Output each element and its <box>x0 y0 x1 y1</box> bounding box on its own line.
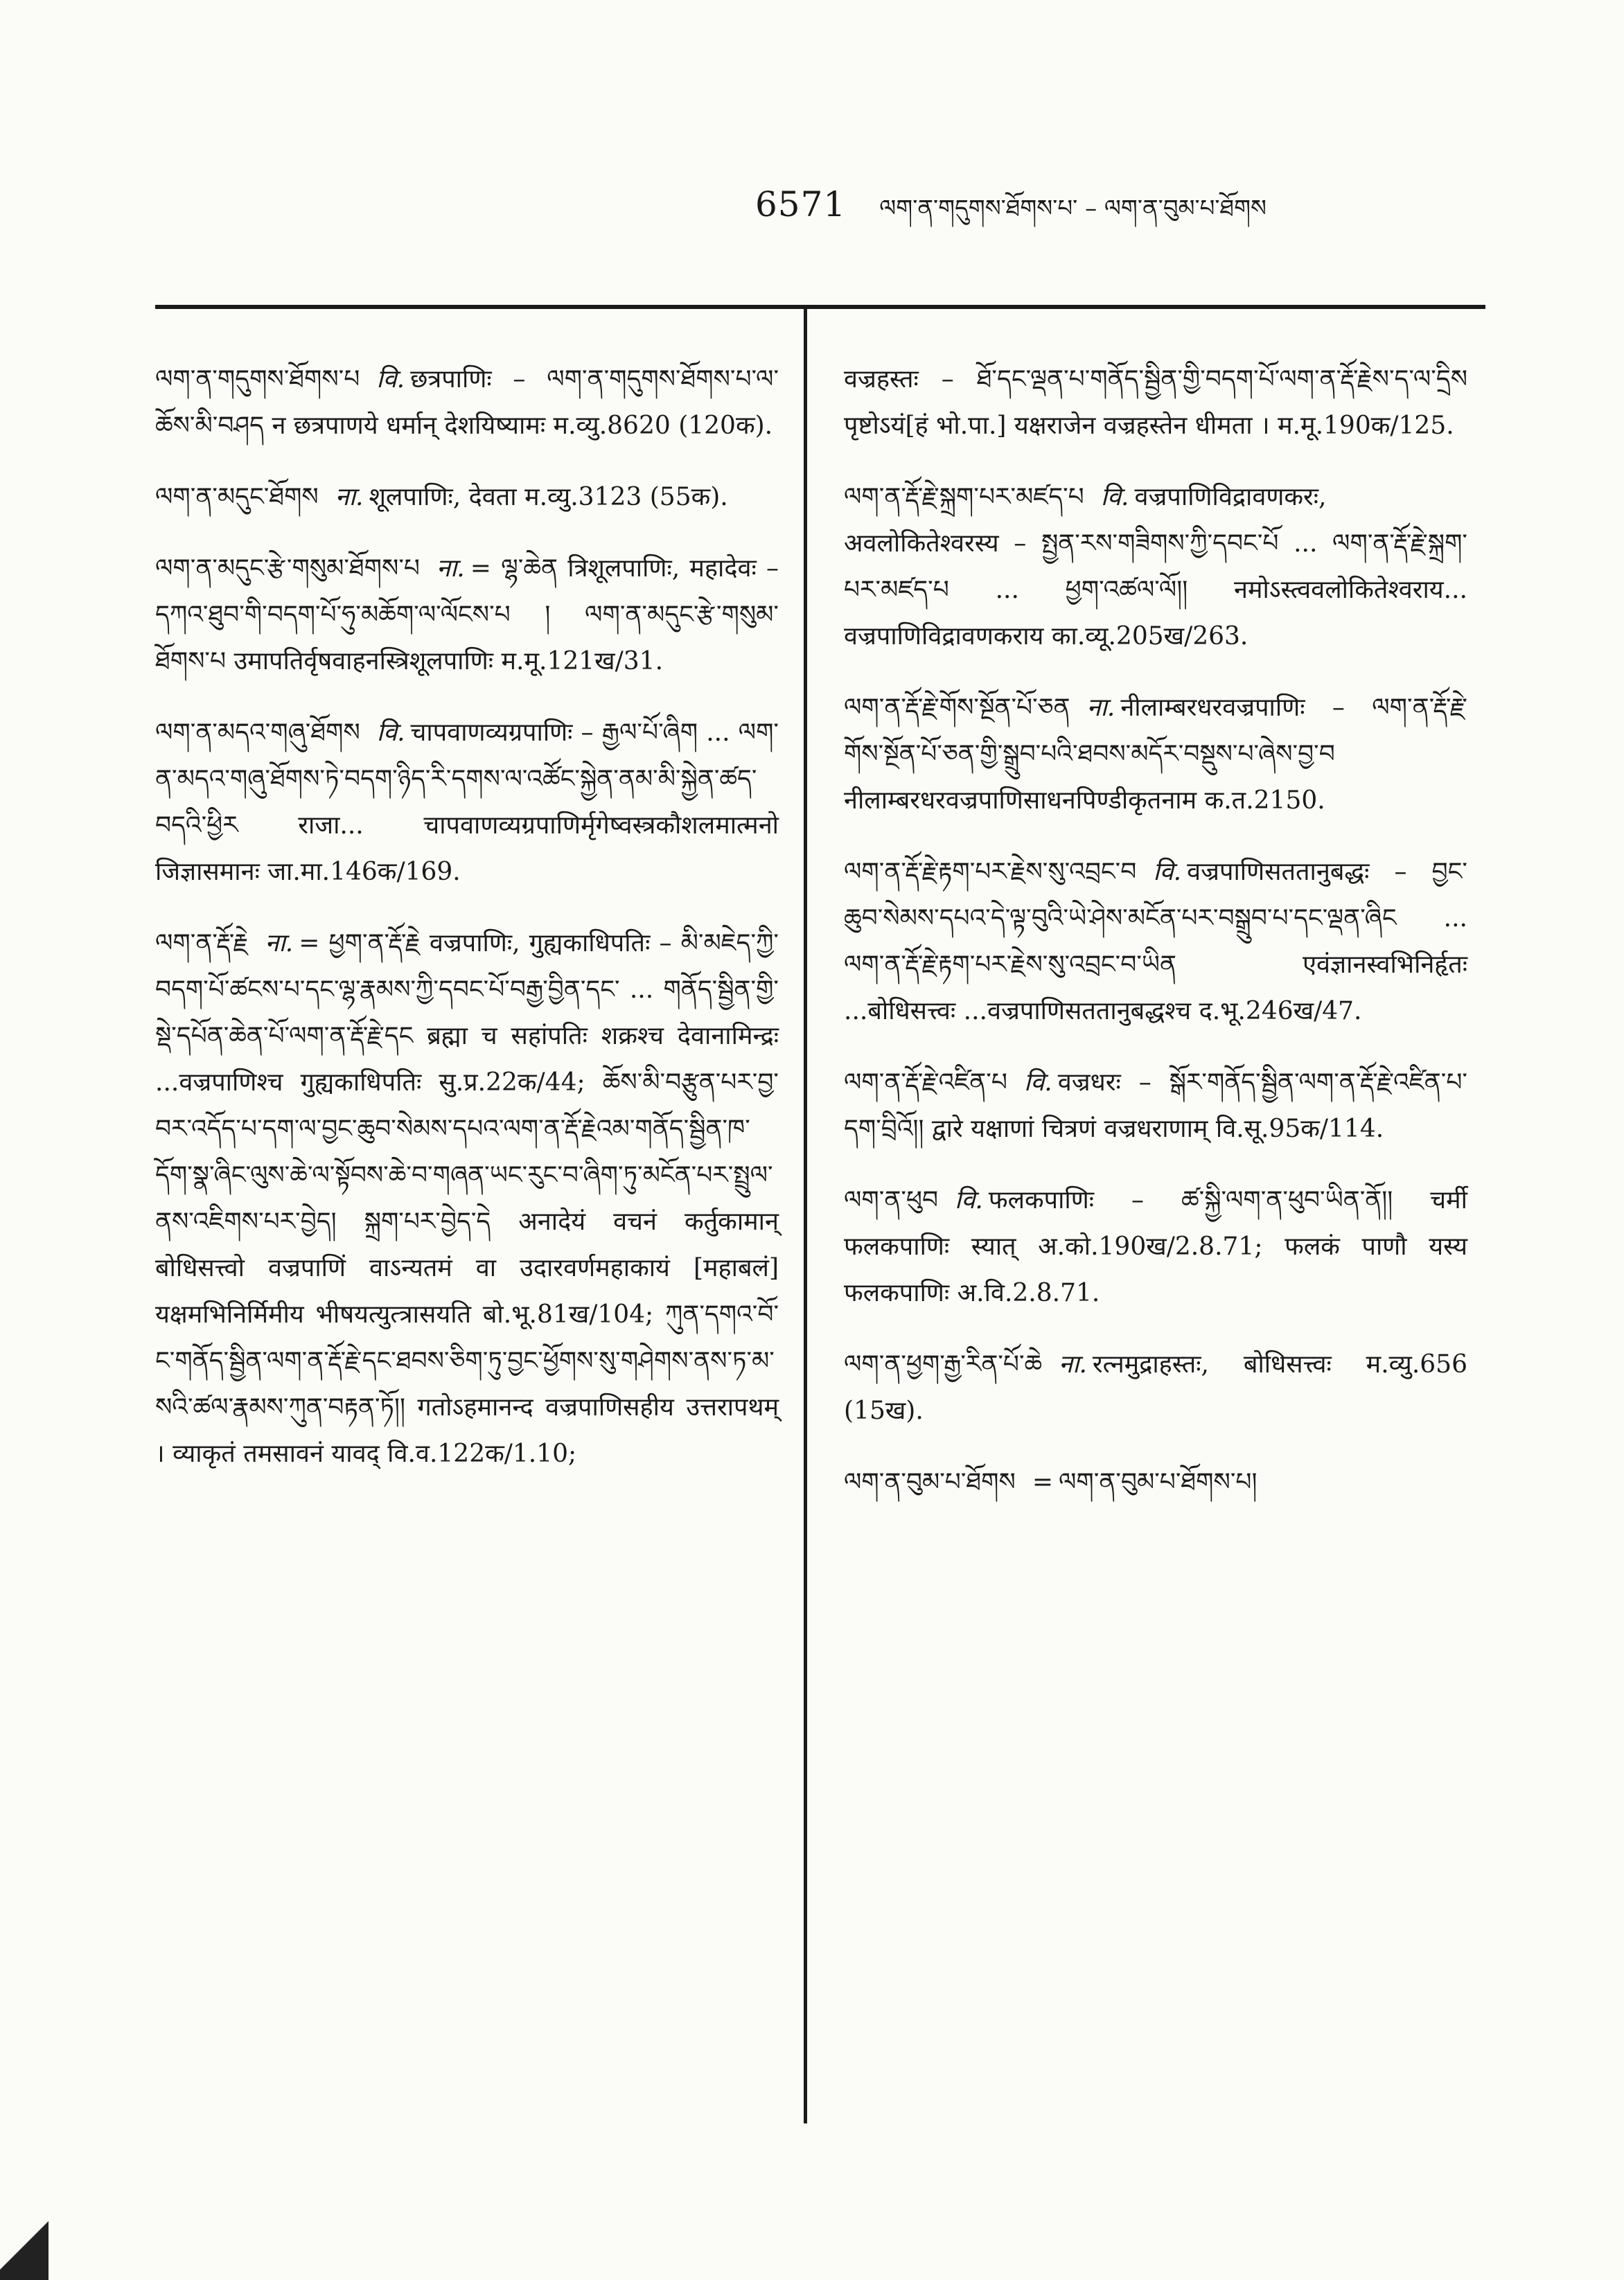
column-divider <box>804 305 807 2123</box>
dictionary-entry <box>844 474 1467 660</box>
right-column <box>844 331 1467 1525</box>
dictionary-entry <box>155 709 779 895</box>
dictionary-entry-continuation <box>844 356 1467 449</box>
grammar-label: ना. <box>436 554 465 583</box>
page-number: 6571 <box>755 184 847 224</box>
entry-headword: ལག་ན་ཕུབ <box>844 1186 939 1214</box>
dictionary-entry <box>844 1459 1467 1505</box>
dictionary-entry <box>155 545 779 684</box>
entry-headword: ལག་ན་རྡོ་རྗེ་རྟག་པར་རྗེས་སུ་འབྲང་བ <box>844 858 1137 886</box>
grammar-label: ना. <box>265 929 294 957</box>
entry-text: वज्रधरः – སྒོར་གནོད་སྦྱིན་ལག་ན་རྡོ་རྗེ་འཛིན་པ་དག་བྲིའོ།། द्वारे यक्षाणां चित्रणं वज्रधराणाम् वि.सू.95क/114. <box>844 1068 1467 1143</box>
left-column <box>155 331 779 1496</box>
dictionary-entry <box>844 684 1467 824</box>
grammar-label: वि. <box>955 1186 983 1214</box>
entry-text: ལག་ན་བུམ་པ་ཐོགས་པ། <box>1059 1468 1257 1496</box>
entry-headword: ལག་ན་ཕྱག་རྒྱ་རིན་པོ་ཆེ <box>844 1350 1043 1379</box>
entry-text: वज्रपाणिविद्रावणकरः, अवलोकितेश्वरस्य – སྤྱན་རས་གཟིགས་ཀྱི་དབང་པོ ... ལག་ན་རྡོ་རྗེ་སྐྲག་པར་མཛད་པ ... ཕྱག་འཚལ་ལོ།། नमोऽस्त्ववलोकितेश्वराय... वज्रपाणिविद्रावणकराय का.व्यू.205ख/263. <box>844 483 1467 651</box>
entry-text: छत्रपाणिः – ལག་ན་གདུགས་ཐོགས་པ་ལ་ཆོས་མི་བཤད न छत्रपाणये धर्मान् देशयिष्यामः म.व्यु.8620 (120क). <box>155 365 779 440</box>
entry-headword: ལག་ན་གདུགས་ཐོགས་པ <box>155 365 360 394</box>
entry-text: शूलपाणिः, देवता म.व्यु.3123 (55क). <box>369 483 728 511</box>
entry-headword: ལག་ན་མདའ་གཞུ་ཐོགས <box>155 718 360 747</box>
grammar-label: वि. <box>1100 483 1129 511</box>
entry-text: फलकपाणिः – ཚ་སྐྱི་ལག་ན་ཕུབ་ཡིན་ནོ།། चर्मी फलकपाणिः स्यात् अ.को.190ख/2.8.71; फलकं पाणौ यस्य फलकपाणिः अ.वि.2.8.71. <box>844 1186 1467 1307</box>
grammar-label: ना. <box>1059 1350 1087 1379</box>
entry-text: वज्रहस्तः – ཐོ་དང་ལྡན་པ་གནོད་སྦྱིན་གྱི་བདག་པོ་ལག་ན་རྡོ་རྗེས་ད་ལ་དྲིས पृष्टोऽयं[हं भो.पा.] यक्षराजेन वज्रहस्तेन धीमता । म.मू.190क/125. <box>844 365 1467 440</box>
entry-text: = ལྷ་ཆེན त्रिशूलपाणिः, महादेवः – དཀའ་ཐུབ་གི་བདག་པོ་ཧུ་མཆོག་ལ་ལོངས་པ ། ལག་ན་མདུང་རྩེ་གསུམ་ཐོགས་པ उमापतिर्वृषवाहनस्त्रिशूलपाणिः म.मू.121ख/31. <box>155 554 779 675</box>
entry-headword: ལག་ན་བུམ་པ་ཐོགས <box>844 1468 1016 1496</box>
grammar-label: वि. <box>376 365 405 394</box>
grammar-label: ना. <box>1086 693 1115 722</box>
entry-text: = ཕྱག་ན་རྡོ་རྗེ वज्रपाणिः, गुह्यकाधिपतिः – མི་མཇེད་ཀྱི་བདག་པོ་ཚངས་པ་དང་ལྷ་རྣམས་ཀྱི་དབང་པོ་བརྒྱ་བྱིན་དང་ ... གནོད་སྦྱིན་གྱི་སྡེ་དཔོན་ཆེན་པོ་ལག་ན་རྡོ་རྗེ་དང ब्रह्मा च सहांपतिः शक्रश्च देवानामिन्द्रः ...वज्रपाणिश्च गुह्यकाधिपतिः सु.प्र.22क/44; ཆོས་མི་བརྩུན་པར་བྱ་བར་འདོད་པ་དག་ལ་བྱང་ཆུབ་སེམས་དཔའ་ལག་ན་རྡོ་རྗེའམ་གནོད་སྦྱིན་ཁ་དོག་སྣ་ཞིང་ལུས་ཆེ་ལ་སྟོབས་ཆེ་བ་གཞན་ཡང་རུང་བ་ཞིག་ཏུ་མངོན་པར་སྤྲུལ་ནས་འཇིགས་པར་བྱེད། སྐྲག་པར་བྱེད་དེ अनादेयं वचनं कर्तुकामान् बोधिसत्त्वो वज्रपाणिं वाऽन्यतमं वा उदारवर्णमहाकायं [महाबलं] यक्षमभिनिर्मिमीय भीषयत्युत्त्रासयति बो.भू.81ख/104; ཀུན་དགའ་བོ་ང་གནོད་སྦྱིན་ལག་ན་རྡོ་རྗེ་དང་ཐབས་ཅིག་ཏུ་བྱང་ཕྱོགས་སུ་གཤེགས་ནས་ཏ་མ་སའི་ཚལ་རྣམས་ཀུན་བརྟན་ཏོ།། गतोऽहमानन्द वज्रपाणिसहीय उत्तरापथम् । व्याकृतं तमसावनं यावद् वि.व.122क/1.10; <box>155 929 779 1468</box>
grammar-label: वि. <box>1023 1068 1052 1097</box>
dictionary-entry <box>844 849 1467 1034</box>
entry-headword: ལག་ན་རྡོ་རྗེ་གོས་སྔོན་པོ་ཅན <box>844 693 1070 722</box>
dictionary-entry <box>844 1341 1467 1434</box>
entry-text: चापवाणव्यग्रपाणिः – རྒྱལ་པོ་ཞིག ... ལག་ན་མདའ་གཞུ་ཐོགས་ཏེ་བདག་ཉིད་རི་དགས་ལ་འཚོང་སྐྱེན་ནམ་མི་སྐྱེན་ཚད་བདའི་ཕྱིར राजा... चापवाणव्यग्रपाणिर्मृगेष्वस्त्रकौशलमात्मनो जिज्ञासमानः जा.मा.146क/169. <box>155 718 779 886</box>
page-header <box>755 182 1476 237</box>
dictionary-entry <box>155 474 779 520</box>
entry-headword: ལག་ན་མདུང་ཐོགས <box>155 483 319 511</box>
scan-corner-mark <box>0 2196 48 2280</box>
entry-text: रत्नमुद्राहस्तः, बोधिसत्त्वः म.व्यु.656 (15ख). <box>844 1350 1467 1425</box>
dictionary-entry <box>155 356 779 449</box>
entry-headword: ལག་ན་རྡོ་རྗེ <box>155 929 249 957</box>
entry-text: नीलाम्बरधरवज्रपाणिः – ལག་ན་རྡོ་རྗེ་གོས་སྔོན་པོ་ཅན་གྱི་སྒྲུབ་པའི་ཐབས་མདོར་བསྡུས་པ་ཞེས་བྱ་བ नीलाम्बरधरवज्रपाणिसाधनपिण्डीकृतनाम क.त.2150. <box>844 693 1467 815</box>
dictionary-entry <box>844 1059 1467 1152</box>
entry-text: वज्रपाणिसततानुबद्धः – བྱང་ཆུབ་སེམས་དཔའ་དེ་ལྟ་བུའི་ཡེ་ཤེས་མངོན་པར་བསྒྲུབ་པ་དང་ལྡན་ཞིང ... ལག་ན་རྡོ་རྗེ་རྟག་པར་རྗེས་སུ་འབྲང་བ་ཡིན एवंज्ञानस्वभिनिर्हृतः ...बोधिसत्त्वः ...वज्रपाणिसततानुबद्धश्च द.भू.246ख/47. <box>844 858 1467 1025</box>
entry-headword: ལག་ན་མདུང་རྩེ་གསུམ་ཐོགས་པ <box>155 554 420 583</box>
grammar-label: वि. <box>376 718 405 747</box>
grammar-label: = <box>1032 1468 1053 1496</box>
dictionary-entry <box>155 920 779 1477</box>
entry-headword: ལག་ན་རྡོ་རྗེ་འཛིན་པ <box>844 1068 1007 1097</box>
dictionary-entry <box>844 1177 1467 1316</box>
grammar-label: ना. <box>335 483 364 511</box>
header-rule <box>155 305 1485 309</box>
entry-headword: ལག་ན་རྡོ་རྗེ་སྐྲག་པར་མཛད་པ <box>844 483 1084 511</box>
grammar-label: वि. <box>1153 858 1182 886</box>
running-head: ལག་ན་གདུགས་ཐོགས་པ་ – ལག་ན་བུམ་པ་ཐོགས <box>879 195 1266 222</box>
